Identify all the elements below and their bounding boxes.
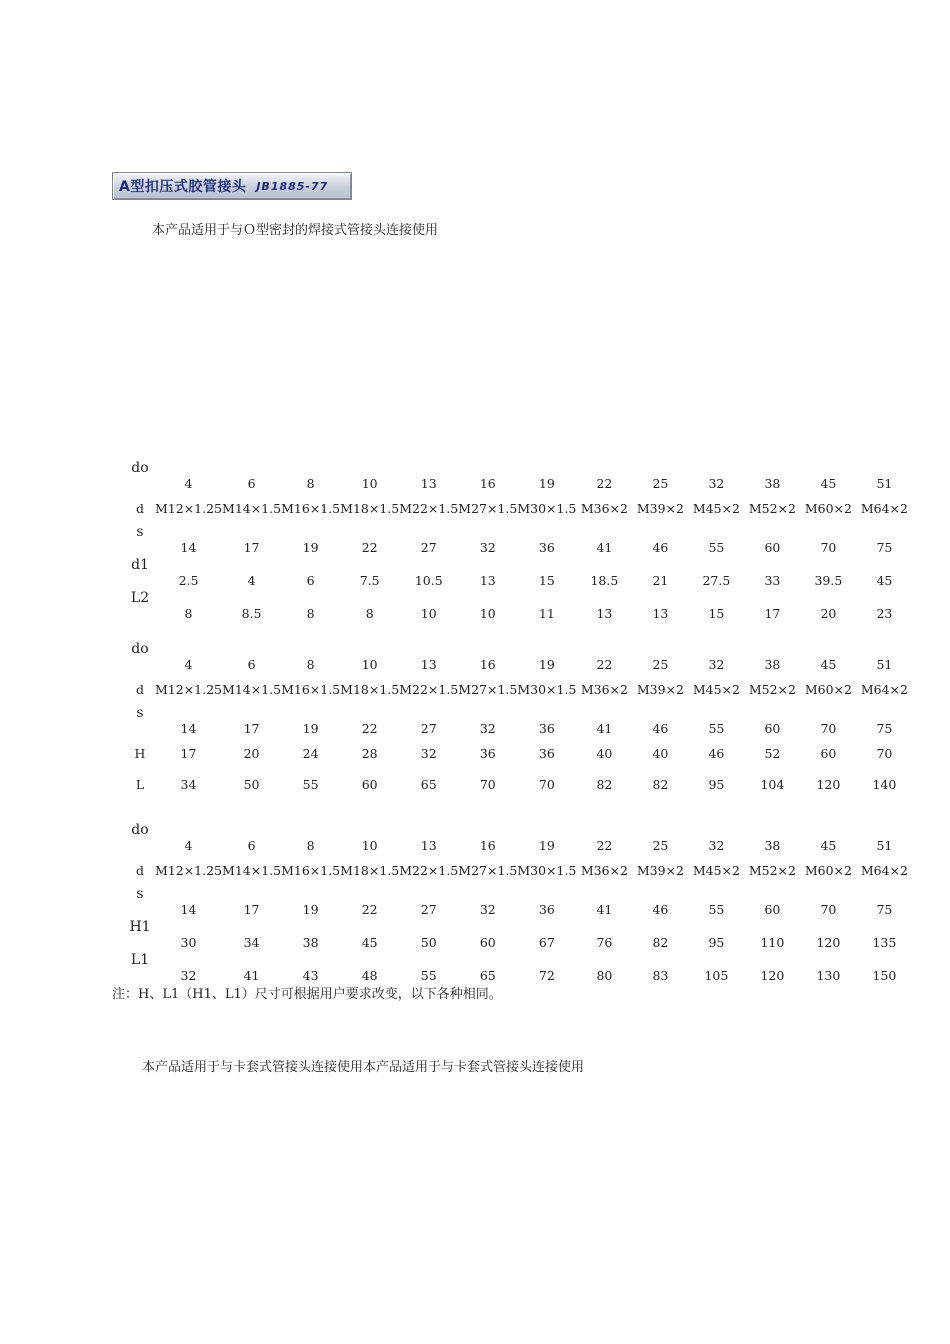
spec-table-3 [125,822,912,985]
table-cell: 70 [876,746,893,761]
table-cell: 55 [708,902,725,917]
table-cell: 75 [876,721,893,736]
footer-text: 本产品适用于与卡套式管接头连接使用本产品适用于与卡套式管接头连接使用 [142,1060,585,1075]
table-cell: M45×2 [692,682,740,697]
table-cell: M27×1.5 [458,863,518,878]
table-cell: 28 [361,746,378,761]
table-cell: 24 [302,746,319,761]
row-label: L1 [130,952,150,968]
table-cell: 38 [764,657,781,672]
table-cell: 16 [479,476,496,491]
table-cell: M18×1.5 [340,501,400,516]
table-cell: 60 [361,777,378,792]
table-cell: 19 [538,476,555,491]
table-cell: 8 [306,838,315,853]
table-cell: 15 [708,606,725,621]
table-cell: 38 [764,476,781,491]
table-cell: 60 [764,721,781,736]
table-cell: 15 [538,573,555,588]
table-cell: 8 [184,606,193,621]
table-cell: 95 [708,935,725,950]
table-cell: 6 [306,573,315,588]
table-cell: M14×1.5 [222,682,282,697]
table-cell: 55 [708,721,725,736]
spec-table-1 [125,460,912,623]
table-cell: 13 [420,657,437,672]
table-cell: 51 [876,838,893,853]
table-cell: 13 [479,573,496,588]
table-cell: 38 [764,838,781,853]
table-row [125,705,912,738]
table-cell: 36 [538,540,555,555]
table-cell: 8 [306,606,315,621]
table-row [125,590,912,623]
table-cell: 36 [538,902,555,917]
table-cell: 41 [243,968,260,983]
table-cell: 48 [361,968,378,983]
table-cell: 17 [243,721,260,736]
table-cell: 52 [764,746,781,761]
table-cell: 23 [876,606,893,621]
table-cell: 10 [361,657,378,672]
table-cell: 46 [652,721,669,736]
table-cell: 8 [306,476,315,491]
row-label: H [134,746,146,761]
table-cell: 13 [596,606,613,621]
table-row [125,855,912,886]
table-cell: 13 [420,476,437,491]
table-cell: M39×2 [636,501,684,516]
table-cell: 25 [652,476,669,491]
table-cell: 25 [652,657,669,672]
intro-text: 本产品适用于与Ｏ型密封的焊接式管接头连接使用 [152,223,439,238]
table-cell: 70 [820,540,837,555]
table-row [125,738,912,769]
table-cell: 33 [764,573,781,588]
table-cell: 36 [479,746,496,761]
table-row [125,822,912,855]
table-cell: 75 [876,540,893,555]
table-cell: 8 [365,606,374,621]
table-cell: M27×1.5 [458,501,518,516]
table-cell: 72 [538,968,555,983]
row-label: do [131,641,149,657]
table-cell: 43 [302,968,319,983]
table-cell: 120 [816,777,841,792]
table-cell: 150 [872,968,897,983]
table-cell: 70 [479,777,496,792]
table-cell: 60 [764,902,781,917]
table-cell: M36×2 [580,501,628,516]
table-cell: 55 [420,968,437,983]
table-cell: 17 [243,902,260,917]
table-cell: 41 [596,721,613,736]
row-label: H1 [129,919,151,935]
table-cell: 40 [652,746,669,761]
table-cell: M16×1.5 [281,682,341,697]
table-cell: 22 [361,902,378,917]
table-cell: 60 [820,746,837,761]
table-cell: 27 [420,540,437,555]
table-cell: 50 [420,935,437,950]
table-cell: 130 [816,968,841,983]
table-cell: 17 [764,606,781,621]
section-title-banner [112,172,352,200]
table-cell: M14×1.5 [222,863,282,878]
row-label: do [131,460,149,476]
table-cell: 135 [872,935,897,950]
table-cell: 19 [538,838,555,853]
table-cell: 95 [708,777,725,792]
table-cell: M60×2 [804,682,852,697]
table-cell: 4 [184,476,193,491]
row-label: L2 [130,590,150,606]
table-row [125,952,912,985]
table-cell: 17 [243,540,260,555]
table-cell: 32 [479,902,496,917]
table-cell: 140 [872,777,897,792]
table-cell: M12×1.25 [155,682,223,697]
table-cell: 41 [596,540,613,555]
table-cell: M30×1.5 [517,682,577,697]
table-cell: 51 [876,476,893,491]
table-cell: 20 [243,746,260,761]
table-cell: 16 [479,657,496,672]
table-cell: M22×1.5 [399,682,459,697]
table-cell: M45×2 [692,863,740,878]
row-label: do [131,822,149,838]
table-cell: 32 [708,838,725,853]
table-cell: 4 [247,573,256,588]
table-cell: M30×1.5 [517,863,577,878]
table-cell: 38 [302,935,319,950]
table-cell: 6 [247,838,256,853]
table-cell: 36 [538,721,555,736]
table-cell: 65 [420,777,437,792]
table-cell: M60×2 [804,863,852,878]
table-row [125,674,912,705]
table-row [125,886,912,919]
table-cell: 27 [420,902,437,917]
table-cell: M39×2 [636,682,684,697]
table-cell: 60 [479,935,496,950]
table-row [125,460,912,493]
banner-code: JB1885-77 [256,179,329,193]
table-cell: M30×1.5 [517,501,577,516]
table-cell: 67 [538,935,555,950]
row-label: s [136,524,144,540]
table-cell: M52×2 [748,863,796,878]
row-label: d1 [131,557,149,573]
table-cell: 13 [420,838,437,853]
table-cell: 45 [876,573,893,588]
table-cell: 8 [306,657,315,672]
spec-table-2 [125,641,912,800]
table-cell: 22 [596,657,613,672]
table-cell: M14×1.5 [222,501,282,516]
table-cell: 10.5 [414,573,443,588]
table-cell: M64×2 [860,682,908,697]
table-cell: 22 [361,721,378,736]
table-cell: M16×1.5 [281,501,341,516]
table-cell: 6 [247,657,256,672]
table-cell: 19 [302,902,319,917]
table-cell: M16×1.5 [281,863,341,878]
footnote: 注：H、L1（H1、L1）尺寸可根据用户要求改变，以下各种相同。 [112,987,502,1002]
table-cell: 82 [596,777,613,792]
table-cell: 110 [760,935,785,950]
table-cell: 10 [361,838,378,853]
table-row [125,557,912,590]
table-cell: M60×2 [804,501,852,516]
table-cell: 25 [652,838,669,853]
table-cell: M64×2 [860,863,908,878]
table-cell: 55 [708,540,725,555]
table-cell: 17 [180,746,197,761]
table-cell: 50 [243,777,260,792]
table-cell: 22 [596,838,613,853]
table-cell: 105 [704,968,729,983]
table-cell: 10 [479,606,496,621]
table-cell: 120 [816,935,841,950]
table-cell: M36×2 [580,863,628,878]
table-cell: 7.5 [359,573,380,588]
table-cell: 34 [243,935,260,950]
table-cell: M22×1.5 [399,501,459,516]
table-cell: 70 [820,902,837,917]
table-cell: 22 [596,476,613,491]
table-cell: 46 [652,540,669,555]
table-cell: 8.5 [241,606,262,621]
table-cell: 45 [820,476,837,491]
table-cell: 46 [652,902,669,917]
table-cell: 21 [652,573,669,588]
table-cell: 76 [596,935,613,950]
table-cell: 16 [479,838,496,853]
table-cell: 14 [180,721,197,736]
table-cell: M64×2 [860,501,908,516]
table-cell: 45 [820,657,837,672]
table-cell: 55 [302,777,319,792]
table-cell: 19 [538,657,555,672]
row-label: s [136,705,144,721]
table-cell: M22×1.5 [399,863,459,878]
table-cell: 2.5 [178,573,199,588]
table-cell: M45×2 [692,501,740,516]
table-cell: 34 [180,777,197,792]
table-cell: M52×2 [748,682,796,697]
table-cell: 32 [479,721,496,736]
table-cell: 51 [876,657,893,672]
table-cell: 14 [180,902,197,917]
table-cell: M18×1.5 [340,863,400,878]
table-cell: 10 [361,476,378,491]
banner-title: A型扣压式胶管接头 [119,179,247,195]
table-cell: 19 [302,721,319,736]
table-row [125,493,912,524]
row-label: d [135,682,144,697]
table-cell: 32 [708,476,725,491]
table-cell: 30 [180,935,197,950]
row-label: L [135,777,145,792]
table-cell: M18×1.5 [340,682,400,697]
table-row [125,524,912,557]
table-cell: 41 [596,902,613,917]
table-cell: 32 [479,540,496,555]
table-cell: M12×1.25 [155,501,223,516]
table-cell: M52×2 [748,501,796,516]
table-cell: 10 [420,606,437,621]
table-cell: 22 [361,540,378,555]
table-cell: 32 [420,746,437,761]
table-row [125,641,912,674]
table-cell: 82 [652,935,669,950]
table-cell: 120 [760,968,785,983]
table-cell: 83 [652,968,669,983]
table-cell: 70 [538,777,555,792]
row-label: d [135,501,144,516]
table-cell: 13 [652,606,669,621]
table-cell: 65 [479,968,496,983]
table-cell: 45 [361,935,378,950]
table-cell: 32 [180,968,197,983]
table-cell: 19 [302,540,319,555]
row-label: s [136,886,144,902]
table-cell: 45 [820,838,837,853]
table-cell: 14 [180,540,197,555]
table-cell: 40 [596,746,613,761]
table-cell: 11 [538,606,555,621]
table-cell: 27 [420,721,437,736]
table-cell: 6 [247,476,256,491]
table-cell: 70 [820,721,837,736]
table-cell: M36×2 [580,682,628,697]
table-cell: 32 [708,657,725,672]
table-cell: 4 [184,838,193,853]
table-cell: 60 [764,540,781,555]
table-cell: 80 [596,968,613,983]
row-label: d [135,863,144,878]
table-cell: 27.5 [702,573,731,588]
table-cell: 20 [820,606,837,621]
table-row [125,769,912,800]
table-cell: 4 [184,657,193,672]
table-cell: M12×1.25 [155,863,223,878]
table-cell: 46 [708,746,725,761]
table-row [125,919,912,952]
table-cell: M27×1.5 [458,682,518,697]
table-cell: 104 [760,777,785,792]
table-cell: 36 [538,746,555,761]
table-cell: 82 [652,777,669,792]
table-cell: 39.5 [814,573,843,588]
table-cell: 18.5 [590,573,619,588]
table-cell: M39×2 [636,863,684,878]
table-cell: 75 [876,902,893,917]
